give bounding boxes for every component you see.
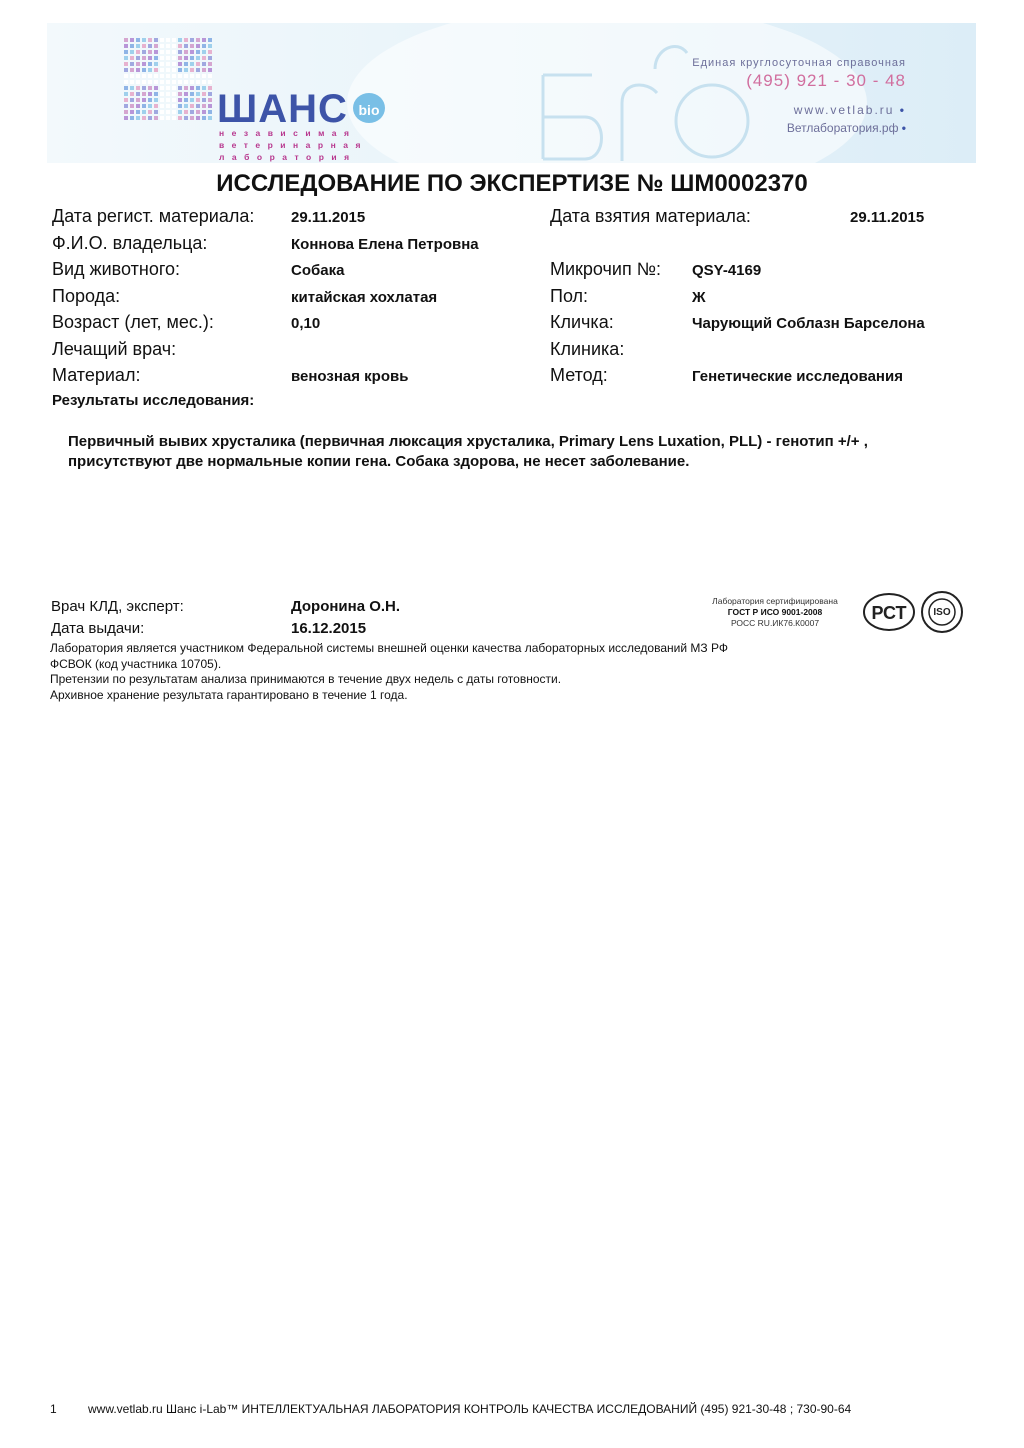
take-date-label: Дата взятия материала: [550, 206, 751, 226]
logo-wordmark: ШАНС [217, 87, 348, 131]
iso-mark-label: ISO [933, 607, 951, 618]
logo-dot-grid-icon [123, 37, 215, 123]
clinic-label: Клиника: [550, 339, 625, 359]
species-label: Вид животного: [52, 259, 181, 279]
owner-value: Коннова Елена Петровна [291, 236, 479, 253]
certification-text: Лаборатория сертифицирована ГОСТ Р ИСО 9001-2008 РОСС RU.ИК76.К0007 [712, 596, 838, 628]
breed-label: Порода: [52, 286, 121, 306]
document-title: ИССЛЕДОВАНИЕ ПО ЭКСПЕРТИЗЕ № ШМ0002370 [216, 170, 808, 197]
material-label: Материал: [52, 365, 141, 385]
bullet-icon: • [899, 103, 906, 117]
pct-mark-label: РСТ [871, 603, 907, 623]
pet-name-label: Кличка: [550, 312, 614, 332]
breed-value: китайская хохлатая [291, 289, 438, 306]
owner-label: Ф.И.О. владельца: [52, 233, 208, 253]
note-line: Лаборатория является участником Федеральной системы внешней оценки качества лабораторных исследований МЗ РФ [50, 641, 728, 655]
reg-date-label: Дата регист. материала: [52, 206, 255, 226]
results-heading: Результаты исследования: [52, 392, 255, 409]
helpline-block [692, 57, 906, 135]
expert-value: Доронина О.Н. [291, 598, 401, 615]
site-link-1[interactable]: www.vetlab.ru • [793, 103, 906, 117]
reg-date-value: 29.11.2015 [291, 209, 366, 226]
doctor-label: Лечащий врач: [52, 339, 177, 359]
bullet-icon: • [901, 121, 906, 135]
logo-subtitle: независимая ветеринарная лаборатория [219, 128, 368, 162]
notes-block [50, 641, 830, 703]
issue-date-value: 16.12.2015 [291, 620, 367, 637]
chip-value: QSY-4169 [692, 262, 762, 279]
iso-mark-icon [920, 590, 964, 634]
note-line: ФСВОК (код участника 10705). [50, 656, 222, 671]
issue-date-label: Дата выдачи: [51, 620, 145, 637]
pct-mark-icon [862, 592, 916, 632]
method-value: Генетические исследования [692, 368, 903, 385]
sex-label: Пол: [550, 286, 589, 306]
site-link-2[interactable]: Ветлаборатория.рф • [786, 121, 906, 135]
expert-label: Врач КЛД, эксперт: [51, 598, 184, 615]
page-number: 1 [50, 1402, 57, 1416]
age-label: Возраст (лет, мес.): [52, 312, 214, 332]
results-text: Первичный вывих хрусталика (первичная люксация хрусталика, Primary Lens Luxation, PLL) - генотип +/+ , присутствуют две нормальные копии гена. Собака здорова, не несет заболевание. [68, 433, 868, 470]
logo-bio-badge: bio [353, 93, 385, 123]
helpline-title: Единая круглосуточная справочная [692, 57, 906, 69]
footer-text: www.vetlab.ru Шанс i-Lab™ ИНТЕЛЛЕКТУАЛЬНАЯ ЛАБОРАТОРИЯ КОНТРОЛЬ КАЧЕСТВА ИССЛЕДОВАНИЙ (495) 921-30-48 ; 730-90-64 [88, 1402, 852, 1416]
age-value: 0,10 [291, 315, 321, 332]
header-banner [47, 23, 976, 163]
pet-name-value: Чарующий Соблазн Барселона [692, 315, 925, 332]
method-label: Метод: [550, 365, 608, 385]
helpline-phone: (495) 921 - 30 - 48 [746, 71, 906, 90]
note-line: Архивное хранение результата гарантировано в течение 1 года. [50, 687, 408, 702]
species-value: Собака [291, 262, 345, 279]
material-value: венозная кровь [291, 368, 409, 385]
chip-label: Микрочип №: [550, 259, 662, 279]
page-footer [50, 1402, 851, 1416]
sex-value: Ж [692, 289, 706, 306]
take-date-value: 29.11.2015 [850, 209, 925, 226]
note-line: Претензии по результатам анализа принимаются в течение двух недель с даты готовности. [50, 672, 562, 686]
